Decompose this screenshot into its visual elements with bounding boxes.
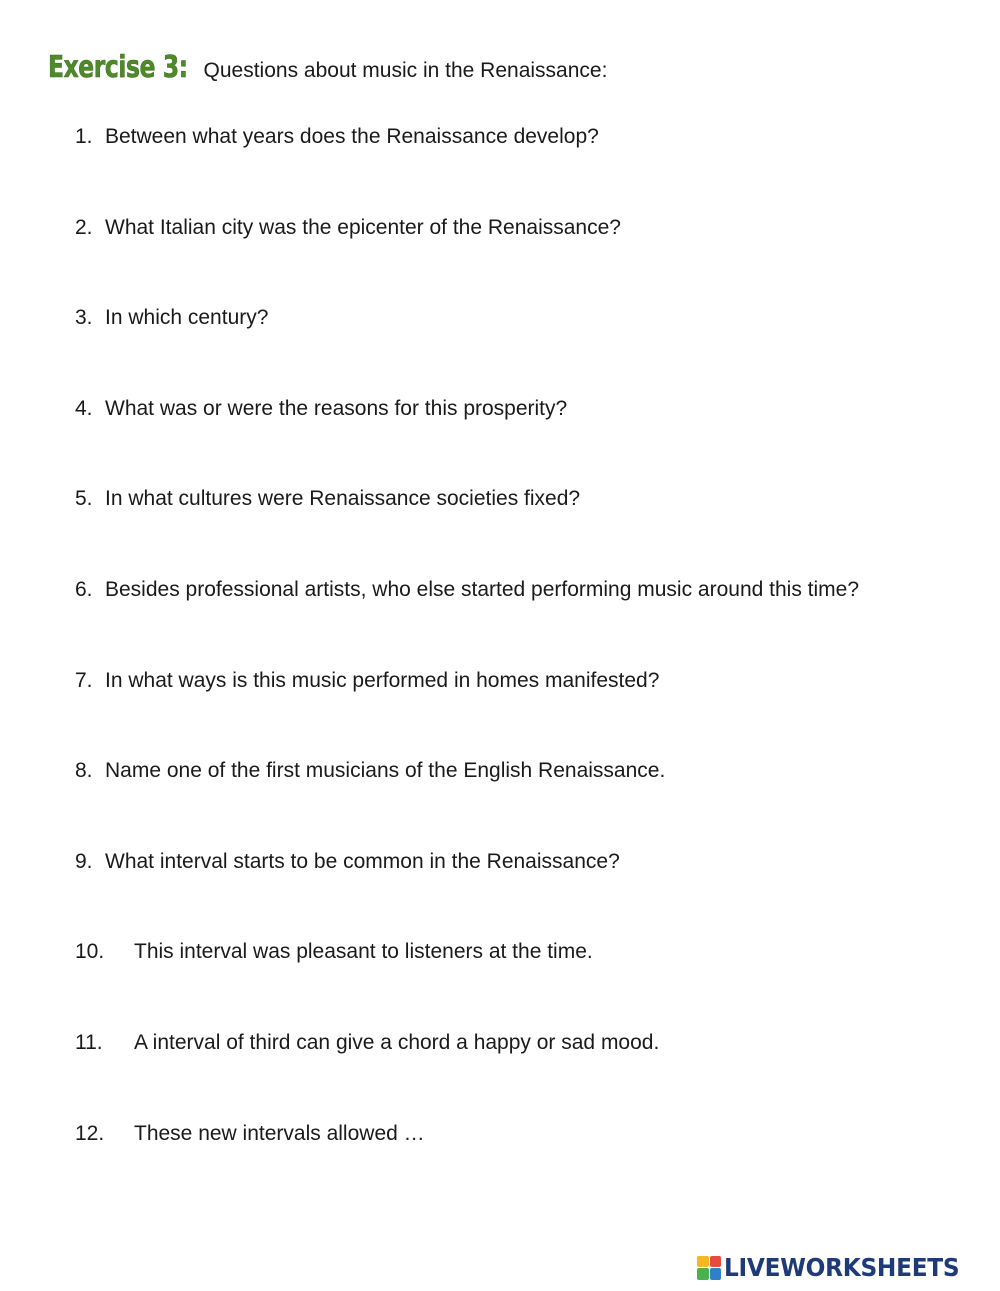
question-item [75,1121,859,1212]
question-number: 10. [75,940,105,964]
question-number: 9. [75,849,93,873]
question-number: 1. [75,125,93,148]
question-item [75,668,859,759]
question-number: 5. [75,487,93,511]
logo-tile-e [710,1268,722,1280]
question-number: 12. [75,1121,105,1145]
worksheet-subtitle: Questions about music in the Renaissance: [203,59,608,82]
question-text: In what cultures were Renaissance societies fixed? [105,487,581,511]
question-item [75,939,859,1030]
logo-tile-i [710,1256,722,1268]
logo-icon [697,1256,721,1280]
question-number: 2. [75,215,93,239]
question-item [75,758,859,849]
liveworksheets-logo [697,1253,977,1282]
question-item [75,1030,859,1121]
question-number: 11. [75,1030,103,1054]
question-text: Besides professional artists, who else started performing music around this time? [105,577,860,601]
question-number: 8. [75,759,93,783]
question-text: These new intervals allowed … [134,1121,425,1145]
question-number: 4. [75,396,93,420]
exercise-label: Exercise 3: [48,50,188,85]
question-item [75,577,859,668]
logo-text: LIVEWORKSHEETS [724,1253,960,1282]
question-item [75,124,859,215]
question-list [75,124,859,1211]
question-item [75,215,859,306]
question-text: In which century? [105,306,269,330]
question-text: A interval of third can give a chord a happy or sad mood. [134,1030,660,1054]
question-number: 6. [75,577,93,601]
question-text: What Italian city was the epicenter of the Renaissance? [105,215,621,239]
question-text: What interval starts to be common in the Renaissance? [105,849,620,873]
question-item [75,305,859,396]
logo-tile-l [697,1256,709,1268]
question-text: In what ways is this music performed in homes manifested? [105,668,660,692]
question-item [75,486,859,577]
question-text: This interval was pleasant to listeners at the time. [134,940,593,964]
question-item [75,849,859,940]
question-number: 7. [75,668,93,692]
question-item [75,396,859,487]
question-text: Name one of the first musicians of the English Renaissance. [105,759,666,783]
question-text: What was or were the reasons for this prosperity? [105,396,568,420]
question-text: Between what years does the Renaissance develop? [105,125,599,148]
worksheet-header [48,50,607,85]
question-number: 3. [75,306,93,330]
logo-tile-v [697,1268,709,1280]
